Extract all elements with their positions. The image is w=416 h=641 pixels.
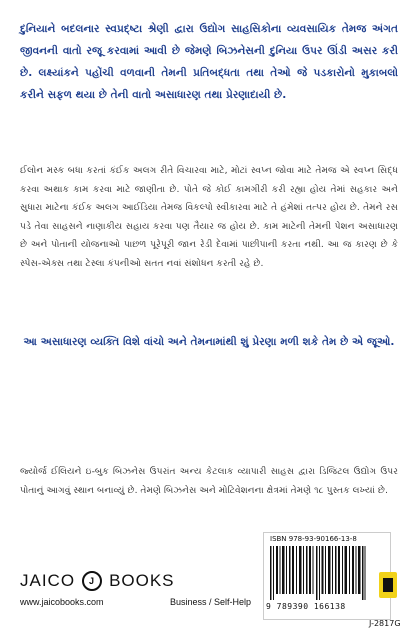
book-code: J-2817G bbox=[369, 619, 401, 628]
jaico-logo-icon: J bbox=[82, 571, 102, 591]
highlight-text: આ અસાધારણ વ્યક્તિ વિશે વાંચો અને તેમનામાંથી શું પ્રેરણા મળી શકે તેમ છે એ જૂઓ. bbox=[23, 336, 395, 348]
barcode-icon bbox=[270, 546, 366, 600]
book-category: Business / Self-Help bbox=[170, 597, 252, 607]
publisher-badge-icon bbox=[379, 572, 397, 598]
barcode bbox=[263, 532, 391, 620]
barcode-number: 9 789390 166138 bbox=[266, 602, 346, 611]
isbn-number: ISBN 978-93-90166-13-8 bbox=[270, 535, 357, 543]
intro-paragraph: દુનિયાને બદલનાર સ્વપ્રદ્ષ્ટા શ્રેણી દ્વારા ઉદ્યોગ સાહસિકોના વ્યવસાયિક તેમજ અંગત જીવનની વાતો રજૂ કરવામાં આવી છે જેમણે બિઝનેસની દુનિયા ઉપર ઊંડી અસર કરી છે. લક્ષ્યાંકને પહોંચી વળવાની તેમની પ્રતિબદ્ધતા તથા તેઓ જે પડકારોનો મુકાબલો કરીને સફળ થયા છે તેની વાતો અસાધારણ તથા પ્રેરણાદાયી છે. bbox=[20, 23, 398, 101]
brand-text-left: JAICO bbox=[20, 571, 76, 590]
publisher-logo bbox=[20, 566, 175, 596]
author-bio: જ્યોર્જ ઈલિયને ઇ-બુક બિઝનેસ ઉપરાંત અન્ય કેટલાક વ્યાપારી સાહસ દ્વારા ડિજિટલ ઉદ્યોગ ઉપર પોતાનું આગવું સ્થાન બનાવ્યું છે. તેમણે બિઝનેસ અને મોટિવેશનના ક્ષેત્રમાં તેમણે ૧૮ પુસ્તક લખ્યાં છે. bbox=[20, 466, 398, 496]
publisher-website: www.jaicobooks.com bbox=[20, 597, 104, 607]
main-description: ઈલોન મસ્ક બધા કરતાં કંઈક અલગ રીતે વિચારવા માટે, મોટાં સ્વપ્ન જોવા માટે તેમજ એ સ્વપ્ન સિદ્ધ કરવા અથાક કામ કરવા માટે જાણીતા છે. પોતે જે કોઈ કામગીરી કરી રહ્યા હોય તેમાં સહકાર અને સુધારા માટેના કંઈક અલગ આઈડિયા તેમજ વિકલ્પો સ્વીકારવા માટે તે હંમેશાં તત્પર હોય છે. તેમને રસ પડે તેવા સાહસને નાણાકીય સહાય કરવા પણ તૈયાર જ હોય છે. કામ માટેની તેમની પેશન અસાધારણ છે અને પોતાની યોજનાઓ પાછળ પૂરેપૂરી જાન રેડી દેવામાં પાછીપાની કરતા નથી. આ જ કારણ છે કે સ્પેસ-એક્સ તથા ટેસ્લા કંપનીઓ સતત નવાં સંશોધન કરતી રહે છે. bbox=[20, 165, 398, 269]
brand-text-right: BOOKS bbox=[109, 571, 175, 590]
